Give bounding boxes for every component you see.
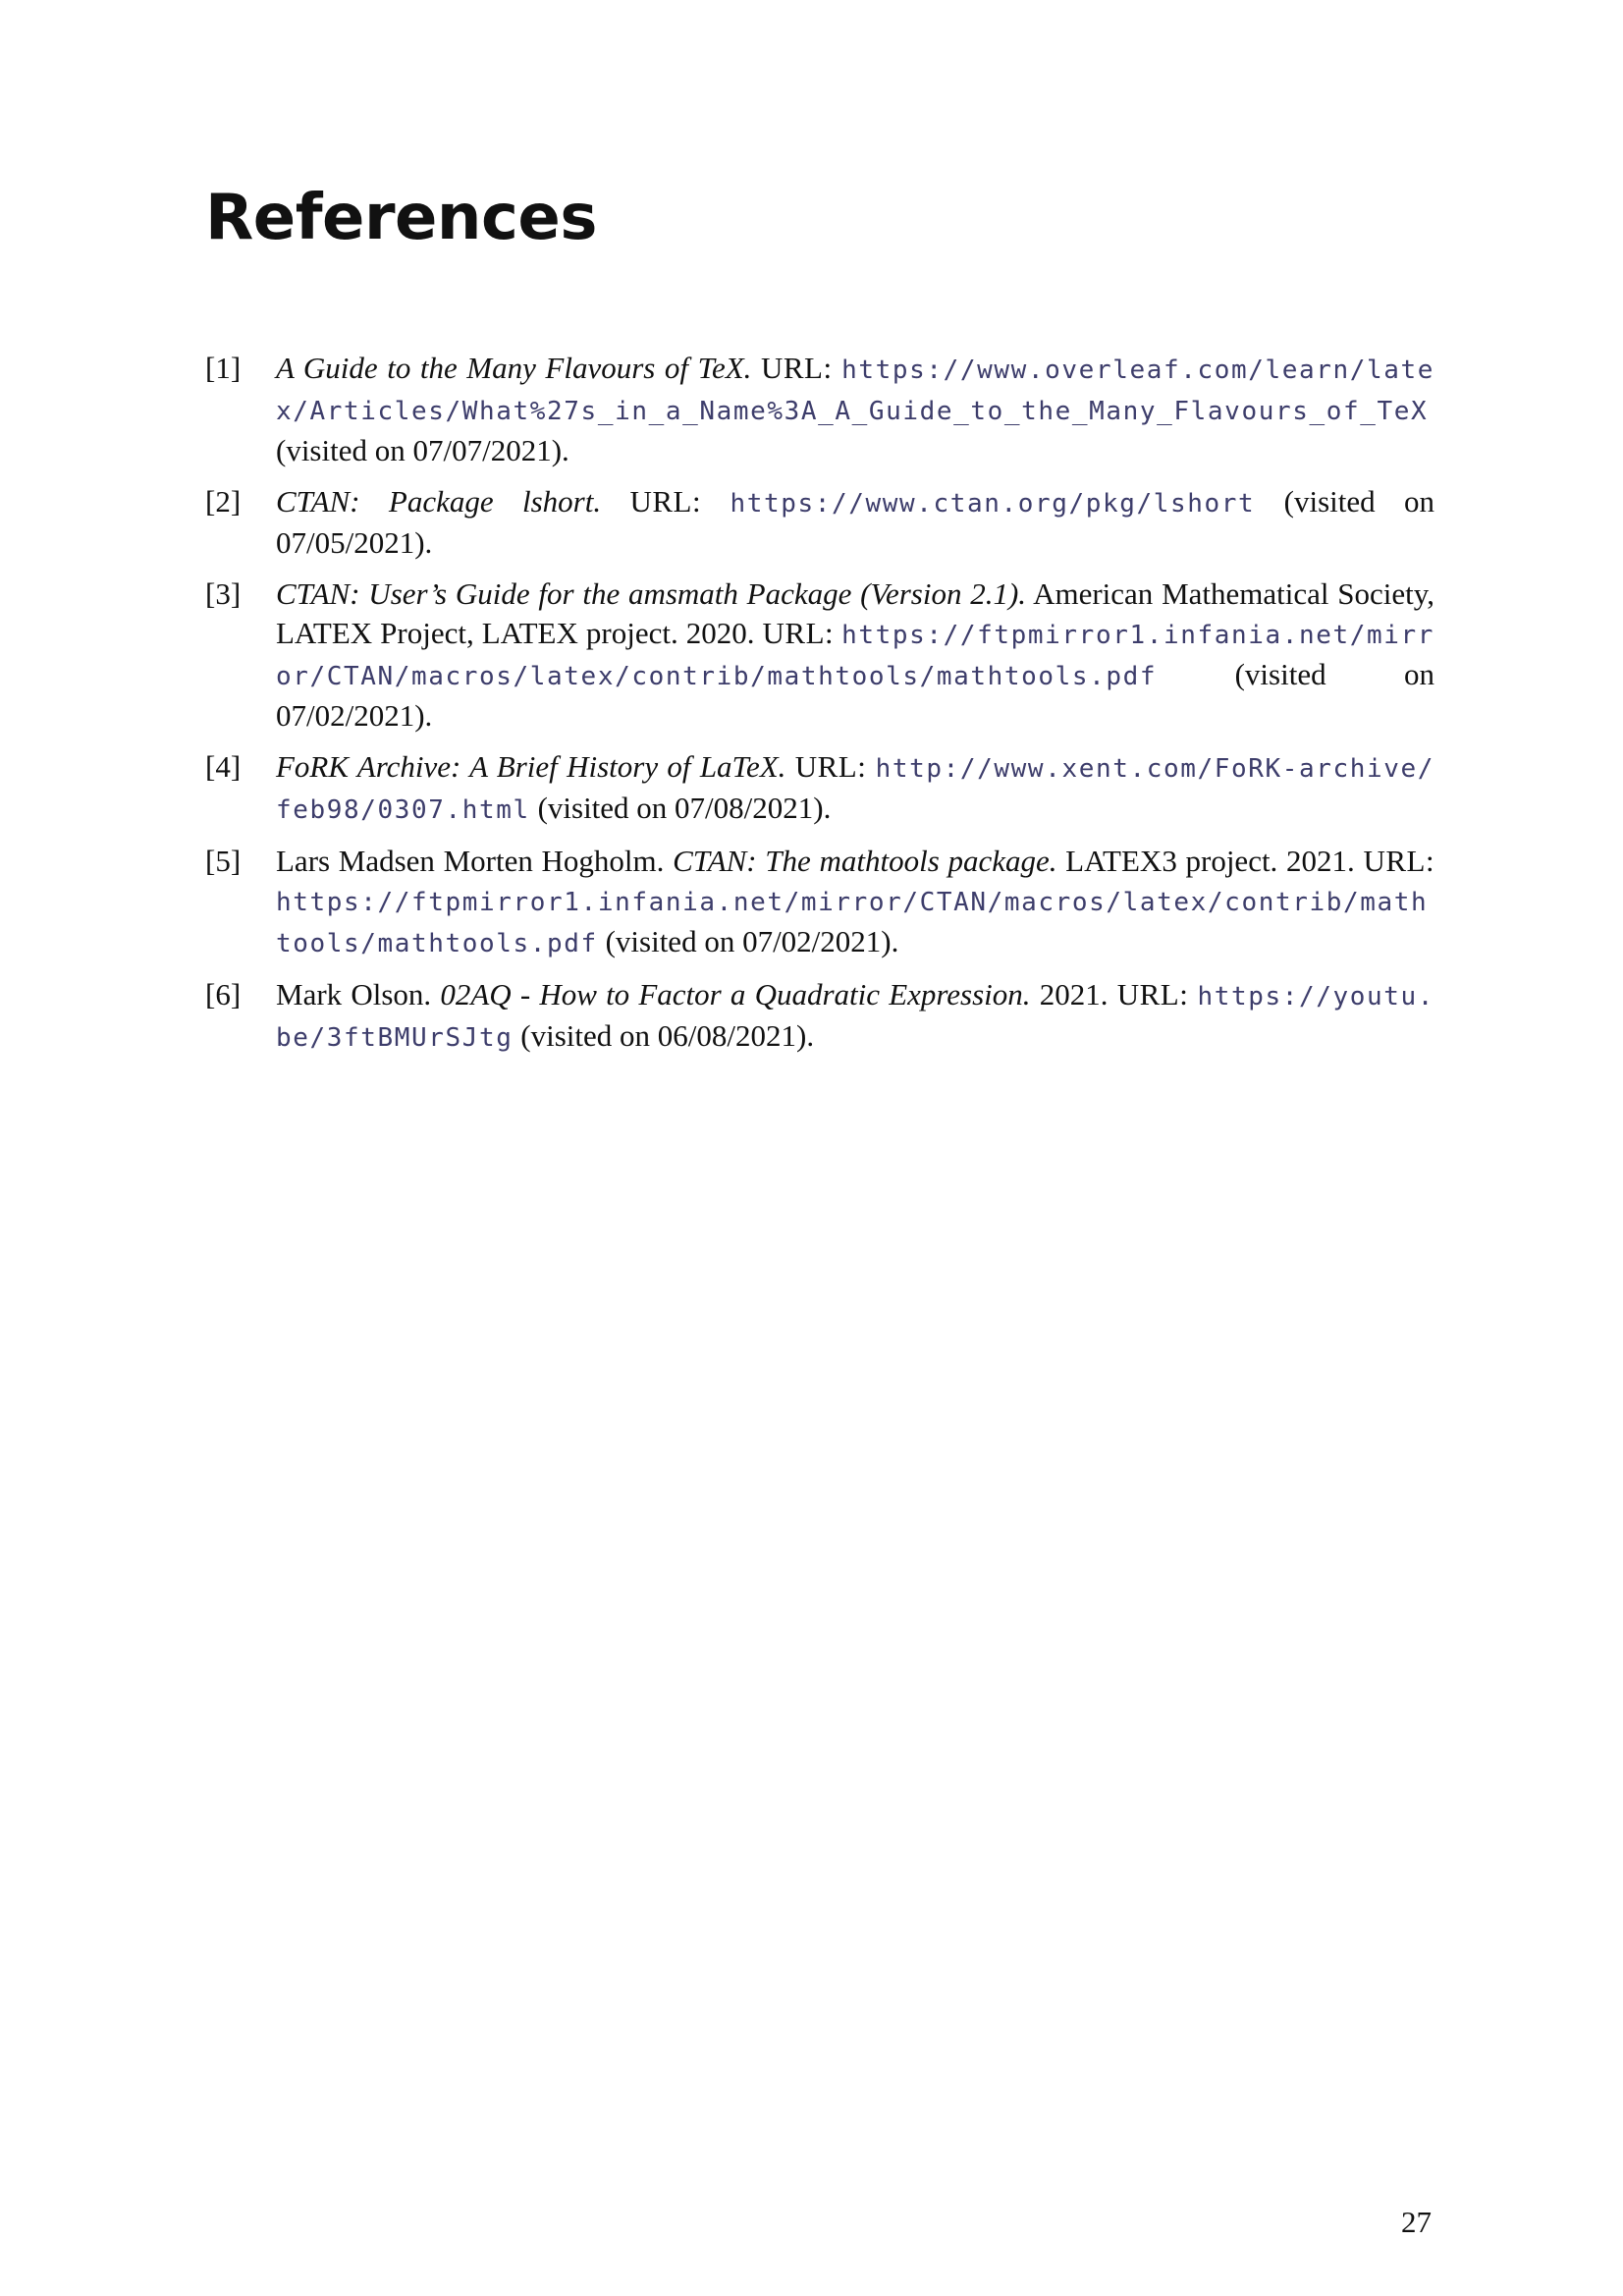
reference-entry-6 bbox=[205, 975, 1434, 1058]
reference-url[interactable]: https://www.overleaf.com/learn/latex/Articles/What%27s_in_a_Name%3A_A_Guide_to_the_Many_Flavours_of_TeX bbox=[276, 355, 1435, 426]
url-label: URL: bbox=[1116, 977, 1189, 1011]
reference-entry-3 bbox=[205, 574, 1434, 736]
reference-title: FoRK Archive: A Brief History of LaTeX. bbox=[276, 749, 786, 784]
reference-title: CTAN: The mathtools package. bbox=[673, 844, 1057, 878]
url-label: URL: bbox=[629, 484, 702, 519]
reference-title: CTAN: User’s Guide for the amsmath Package (Version 2.1). bbox=[276, 576, 1027, 611]
reference-url[interactable]: https://ftpmirror1.infania.net/mirror/CTAN/macros/latex/contrib/mathtools/mathtools.pdf bbox=[276, 888, 1429, 958]
reference-number: [1] bbox=[205, 351, 242, 385]
reference-visited: (visited on 07/08/2021). bbox=[537, 791, 832, 825]
reference-visited: (visited on 07/02/2021). bbox=[276, 657, 1434, 733]
page-number: 27 bbox=[1401, 2205, 1432, 2239]
url-label: URL: bbox=[760, 351, 833, 385]
reference-number: [6] bbox=[205, 977, 242, 1011]
reference-visited: (visited on 07/02/2021). bbox=[605, 924, 899, 958]
reference-entry-4 bbox=[205, 747, 1434, 830]
reference-author: Lars Madsen Morten Hogholm. bbox=[276, 844, 665, 878]
reference-url[interactable]: https://youtu.be/3ftBMUrSJtg bbox=[276, 982, 1435, 1053]
reference-visited: (visited on 06/08/2021). bbox=[520, 1018, 815, 1053]
reference-title: CTAN: Package lshort. bbox=[276, 484, 602, 519]
reference-number: [5] bbox=[205, 844, 242, 878]
reference-entry-2 bbox=[205, 482, 1434, 563]
reference-number: [3] bbox=[205, 576, 242, 611]
reference-visited: (visited on 07/07/2021). bbox=[276, 433, 569, 467]
reference-url[interactable]: https://ftpmirror1.infania.net/mirror/CTAN/macros/latex/contrib/mathtools/mathtools.pdf bbox=[276, 621, 1435, 691]
reference-title: A Guide to the Many Flavours of TeX. bbox=[276, 351, 752, 385]
references-heading: References bbox=[205, 182, 597, 254]
reference-entry-5 bbox=[205, 842, 1434, 963]
reference-list bbox=[205, 349, 1434, 1069]
reference-publisher: American Mathematical Society, LATEX Project, LATEX project. 2020. bbox=[276, 576, 1434, 650]
reference-number: [2] bbox=[205, 484, 242, 519]
url-label: URL: bbox=[1363, 844, 1435, 878]
reference-entry-1 bbox=[205, 349, 1434, 470]
reference-publisher: 2021. bbox=[1039, 977, 1109, 1011]
reference-url[interactable]: https://www.ctan.org/pkg/lshort bbox=[730, 489, 1256, 519]
reference-author: Mark Olson. bbox=[276, 977, 432, 1011]
url-label: URL: bbox=[794, 749, 867, 784]
reference-title: 02AQ - How to Factor a Quadratic Expression. bbox=[440, 977, 1031, 1011]
reference-number: [4] bbox=[205, 749, 242, 784]
reference-publisher: LATEX3 project. 2021. bbox=[1065, 844, 1355, 878]
url-label: URL: bbox=[762, 616, 835, 650]
reference-visited: (visited on 07/05/2021). bbox=[276, 484, 1434, 560]
reference-url[interactable]: http://www.xent.com/FoRK-archive/feb98/0307.html bbox=[276, 754, 1435, 825]
